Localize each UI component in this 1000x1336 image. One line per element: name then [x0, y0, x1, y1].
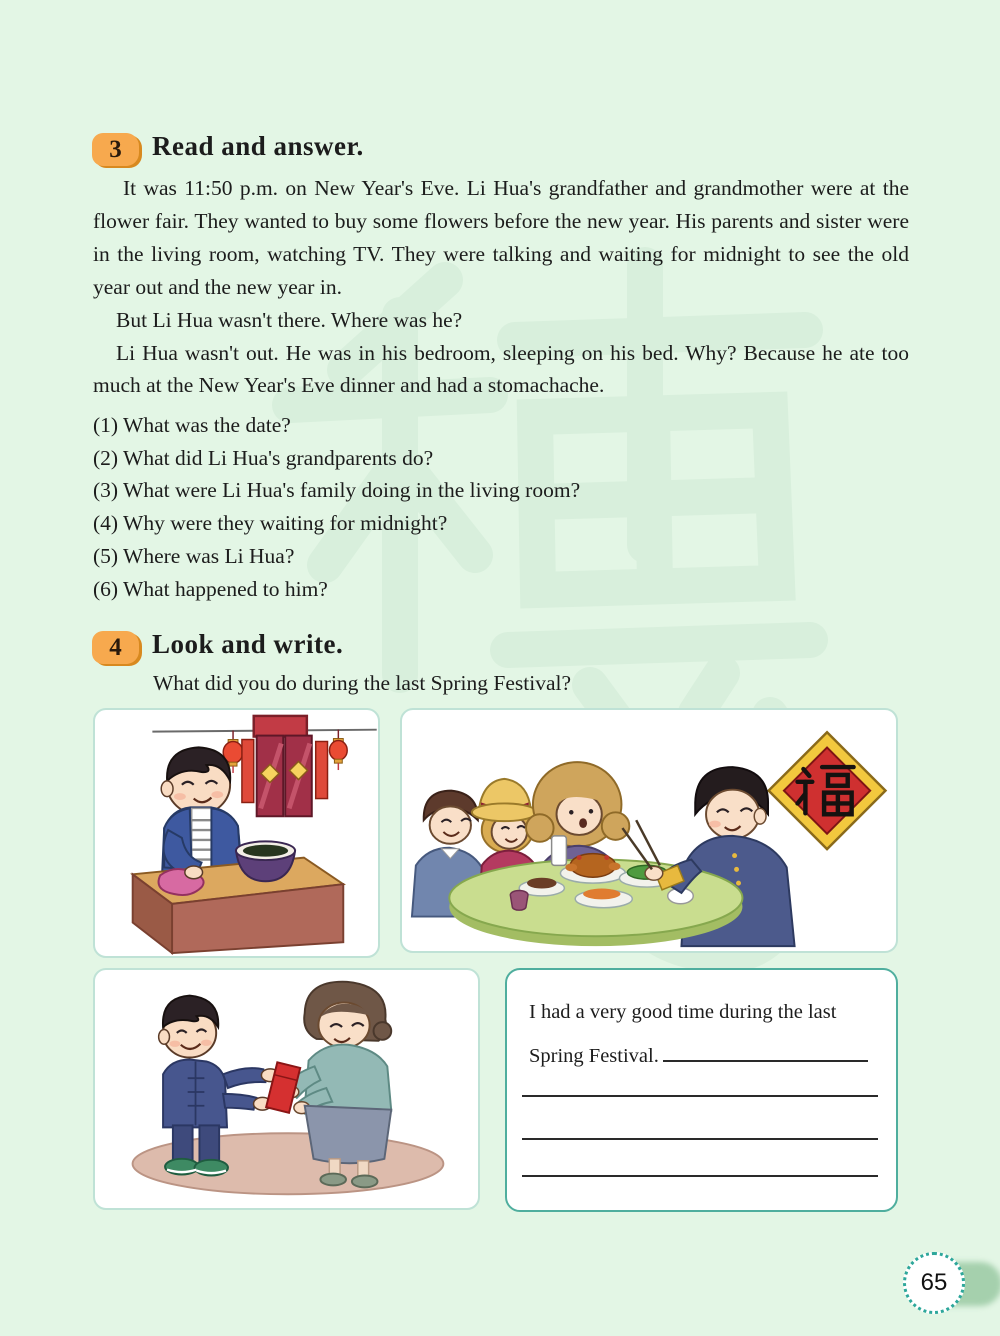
cleaning-table-illustration [95, 710, 378, 956]
writing-card [505, 968, 898, 1212]
family-dinner-illustration [402, 710, 896, 951]
wine-cup [510, 891, 528, 911]
question-item-6: (6) What happened to him? [93, 576, 328, 601]
dark-dish [527, 878, 557, 889]
double-doors [257, 736, 312, 817]
couplet-banner-left [242, 740, 254, 803]
section-3-title: Read and answer. [152, 131, 364, 161]
red-lantern-right [329, 739, 347, 770]
passage-paragraph-2: But Li Hua wasn't there. Where was he? [116, 307, 463, 332]
section-3-badge: 3 [92, 133, 139, 166]
picture-card-red-envelope [93, 968, 480, 1210]
question-item-5: (5) Where was Li Hua? [93, 543, 295, 568]
question-list [93, 409, 909, 605]
door-plaque [254, 716, 307, 737]
boy-cleaning [161, 747, 242, 877]
question-item-3: (3) What were Li Hua's family doing in the living room? [93, 478, 581, 503]
writing-sentence [507, 970, 896, 1078]
fish-dish [583, 889, 620, 900]
writing-prompt-text: I had a very good time during the last Spring Festival. [529, 1001, 837, 1067]
section-4-badge: 4 [92, 631, 139, 664]
couplet-banner-right [316, 741, 328, 798]
passage-paragraph-3: Li Hua wasn't out. He was in his bedroom, sleeping on his bed. Why? Because he ate too much at the New Year's Eve dinner and had a stomachache. [93, 340, 909, 398]
writing-line [522, 1138, 878, 1140]
reading-passage [93, 172, 909, 402]
writing-line [522, 1175, 878, 1177]
question-item-4: (4) Why were they waiting for midnight? [93, 511, 448, 536]
section-4-prompt: What did you do during the last Spring Festival? [153, 671, 572, 695]
passage-paragraph-1: It was 11:50 p.m. on New Year's Eve. Li Hua's grandfather and grandmother were at the flower fair. They wanted to buy some flowers before the new year. His parents and sister were in the living room, watching TV. They were talking and waiting for midnight to see the old year out and the new year in. [93, 176, 909, 299]
question-item-2: (2) What did Li Hua's grandparents do? [93, 445, 434, 470]
writing-line [522, 1095, 878, 1097]
page-number-badge [903, 1252, 965, 1314]
fu-diamond-sign [769, 732, 886, 849]
picture-card-family-dinner [400, 708, 898, 953]
picture-card-cleaning-table [93, 708, 380, 958]
question-item-1: (1) What was the date? [93, 413, 291, 437]
skirt [305, 1106, 392, 1164]
page-number: 65 [920, 1269, 948, 1296]
red-envelope-illustration [95, 970, 478, 1208]
section-4-title: Look and write. [152, 629, 344, 659]
answer-blank [663, 1037, 868, 1062]
